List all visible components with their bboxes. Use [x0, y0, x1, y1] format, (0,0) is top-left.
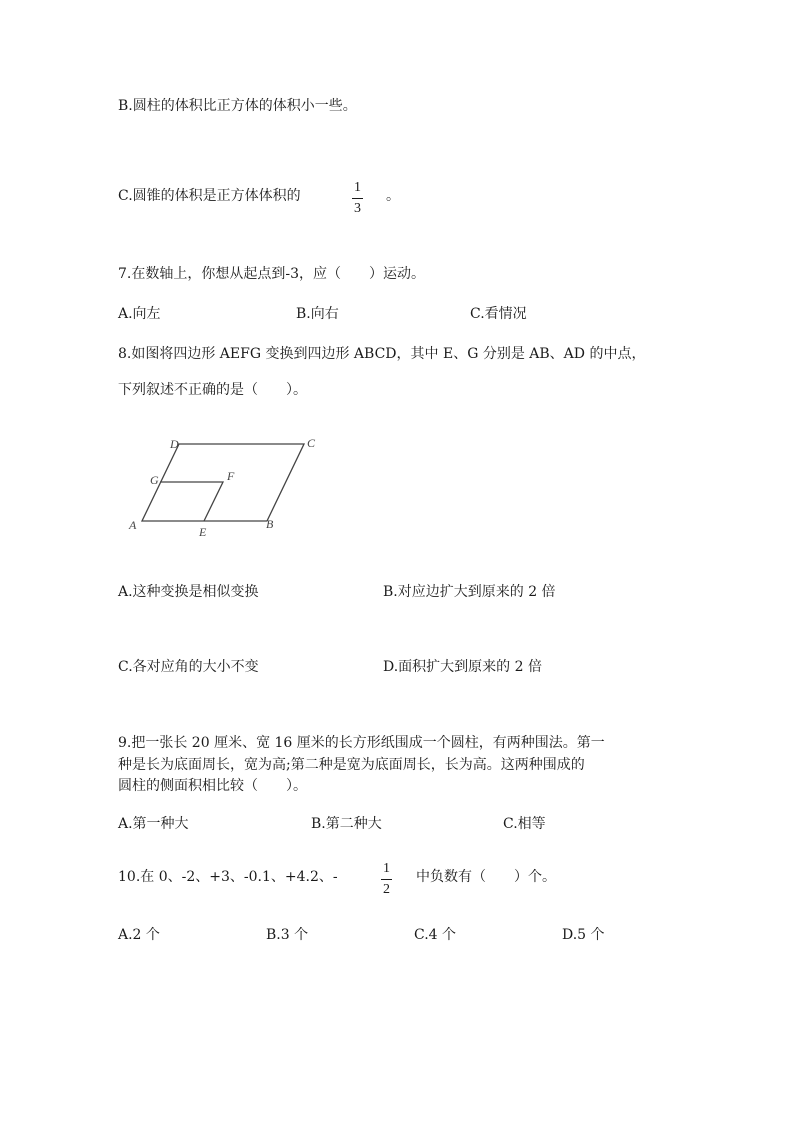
- q8-stem-line2: 下列叙述不正确的是（ ）。: [118, 382, 307, 398]
- q7-option-b: B.向右: [296, 306, 339, 322]
- q8-option-c: C.各对应角的大小不变: [118, 659, 259, 675]
- q9-stem-line1: 9.把一张长 20 厘米、宽 16 厘米的长方形纸围成一个圆柱，有两种围法。第一: [118, 735, 605, 751]
- q8-stem-line1: 8.如图将四边形 AEFG 变换到四边形 ABCD，其中 E、G 分别是 AB、AD 的中点，: [118, 346, 646, 362]
- q7-option-c: C.看情况: [470, 306, 527, 322]
- q8-option-a: A.这种变换是相似变换: [118, 584, 259, 600]
- q8-option-b: B.对应边扩大到原来的 2 倍: [383, 584, 556, 600]
- q10-option-c: C.4 个: [414, 927, 457, 943]
- q10-stem-end: 中负数有（ ）个。: [416, 869, 556, 885]
- fraction-one-half: [381, 861, 392, 898]
- fraction-bar: [381, 879, 392, 880]
- quadrilateral-aefg: [160, 482, 223, 521]
- q9-stem-line3: 圆柱的侧面积相比较（ ）。: [118, 778, 307, 794]
- q10-stem: 10.在 0、-2、+3、-0.1、+4.2、-: [118, 869, 338, 885]
- q7-option-a: A.向左: [118, 306, 161, 322]
- label-d: D: [170, 437, 179, 451]
- label-e: E: [199, 525, 207, 539]
- q7-stem: 7.在数轴上，你想从起点到-3，应（ ）运动。: [118, 266, 425, 282]
- label-f: F: [227, 469, 235, 483]
- q10-option-d: D.5 个: [562, 927, 605, 943]
- label-a: A: [129, 518, 137, 532]
- fraction-denominator: 3: [354, 201, 361, 216]
- option-c-prev: C.圆锥的体积是正方体体积的: [118, 188, 301, 204]
- q9-option-b: B.第二种大: [311, 816, 382, 832]
- q9-option-c: C.相等: [503, 816, 546, 832]
- q9-stem-line2: 种是长为底面周长，宽为高;第二种是宽为底面周长，长为高。这两种围成的: [118, 757, 585, 773]
- q10-option-a: A.2 个: [118, 927, 160, 943]
- fraction-bar: [352, 198, 363, 199]
- fraction-one-third: [352, 180, 363, 217]
- fraction-numerator: 1: [383, 861, 390, 876]
- q10-option-b: B.3 个: [266, 927, 309, 943]
- q8-figure: [120, 430, 340, 545]
- q8-option-d: D.面积扩大到原来的 2 倍: [383, 659, 542, 675]
- label-b: B: [266, 517, 274, 531]
- fraction-denominator: 2: [383, 882, 390, 897]
- label-c: C: [307, 436, 316, 450]
- fraction-numerator: 1: [354, 180, 361, 195]
- q9-option-a: A.第一种大: [118, 816, 189, 832]
- option-b-prev: B.圆柱的体积比正方体的体积小一些。: [118, 98, 357, 114]
- label-g: G: [150, 473, 159, 487]
- option-c-prev-end: 。: [386, 188, 400, 204]
